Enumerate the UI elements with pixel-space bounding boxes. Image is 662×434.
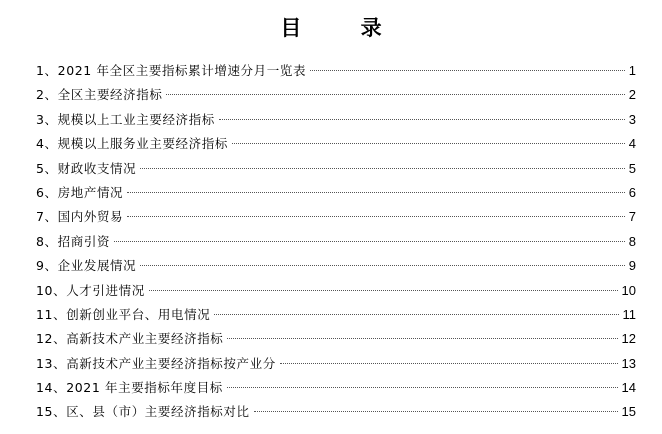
toc-entry-label: 12、高新技术产业主要经济指标 xyxy=(36,331,224,347)
dot-leader xyxy=(114,241,625,242)
toc-page-number: 8 xyxy=(628,233,636,249)
toc-entry-label: 3、规模以上工业主要经济指标 xyxy=(36,111,215,127)
toc-entry-6[interactable] xyxy=(36,184,636,208)
dot-leader xyxy=(232,143,625,144)
dot-leader xyxy=(227,338,617,339)
dot-leader xyxy=(127,216,625,217)
toc-page-number: 6 xyxy=(628,184,636,200)
toc-entry-14[interactable] xyxy=(36,379,636,403)
toc-entry-label: 6、房地产情况 xyxy=(36,184,124,200)
dot-leader xyxy=(166,94,624,95)
dot-leader xyxy=(254,411,618,412)
toc-entry-8[interactable] xyxy=(36,233,636,257)
toc-entry-label: 5、财政收支情况 xyxy=(36,160,137,176)
toc-page-number: 13 xyxy=(621,355,636,371)
dot-leader xyxy=(227,387,618,388)
toc-entry-label: 10、人才引进情况 xyxy=(36,282,145,298)
toc-entry-label: 1、2021 年全区主要指标累计增速分月一览表 xyxy=(36,63,307,78)
toc-page-number: 3 xyxy=(628,111,636,127)
toc-page-number: 14 xyxy=(621,380,636,396)
dot-leader xyxy=(140,265,625,266)
toc-entry-label: 14、2021 年主要指标年度目标 xyxy=(36,380,223,396)
toc-entry-12[interactable] xyxy=(36,330,636,354)
toc-page-number: 4 xyxy=(628,136,636,152)
page-title: 目 录 xyxy=(280,16,408,40)
toc-entry-7[interactable] xyxy=(36,208,636,232)
dot-leader xyxy=(140,168,625,169)
toc-page-number: 2 xyxy=(628,87,636,103)
toc-entry-label: 11、创新创业平台、用电情况 xyxy=(36,306,211,322)
dot-leader xyxy=(214,314,618,315)
toc-entry-3[interactable] xyxy=(36,111,636,135)
toc-page-number: 7 xyxy=(628,209,636,225)
dot-leader xyxy=(127,192,625,193)
toc-entry-4[interactable] xyxy=(36,135,636,159)
toc-entry-10[interactable] xyxy=(36,282,636,306)
toc-entry-label: 13、高新技术产业主要经济指标按产业分 xyxy=(36,355,276,371)
table-of-contents xyxy=(36,62,636,428)
toc-entry-13[interactable] xyxy=(36,355,636,379)
toc-entry-1[interactable] xyxy=(36,62,636,86)
toc-page-number: 5 xyxy=(628,160,636,176)
toc-entry-5[interactable] xyxy=(36,160,636,184)
toc-page-number: 11 xyxy=(622,306,636,322)
dot-leader xyxy=(310,70,625,71)
toc-page-number: 9 xyxy=(628,258,636,274)
toc-entry-label: 4、规模以上服务业主要经济指标 xyxy=(36,136,228,152)
toc-page-number: 1 xyxy=(628,63,636,78)
toc-page-number: 15 xyxy=(621,404,636,420)
toc-page-number: 12 xyxy=(621,331,636,347)
toc-entry-2[interactable] xyxy=(36,86,636,110)
toc-entry-9[interactable] xyxy=(36,257,636,281)
toc-entry-label: 7、国内外贸易 xyxy=(36,209,124,225)
toc-entry-11[interactable] xyxy=(36,306,636,330)
toc-entry-label: 9、企业发展情况 xyxy=(36,258,137,274)
toc-entry-label: 15、区、县（市）主要经济指标对比 xyxy=(36,404,250,420)
toc-entry-label: 8、招商引资 xyxy=(36,233,111,249)
dot-leader xyxy=(280,363,618,364)
toc-entry-label: 2、全区主要经济指标 xyxy=(36,87,163,103)
toc-page-number: 10 xyxy=(621,282,636,298)
dot-leader xyxy=(149,290,618,291)
toc-entry-15[interactable] xyxy=(36,403,636,427)
dot-leader xyxy=(219,119,625,120)
